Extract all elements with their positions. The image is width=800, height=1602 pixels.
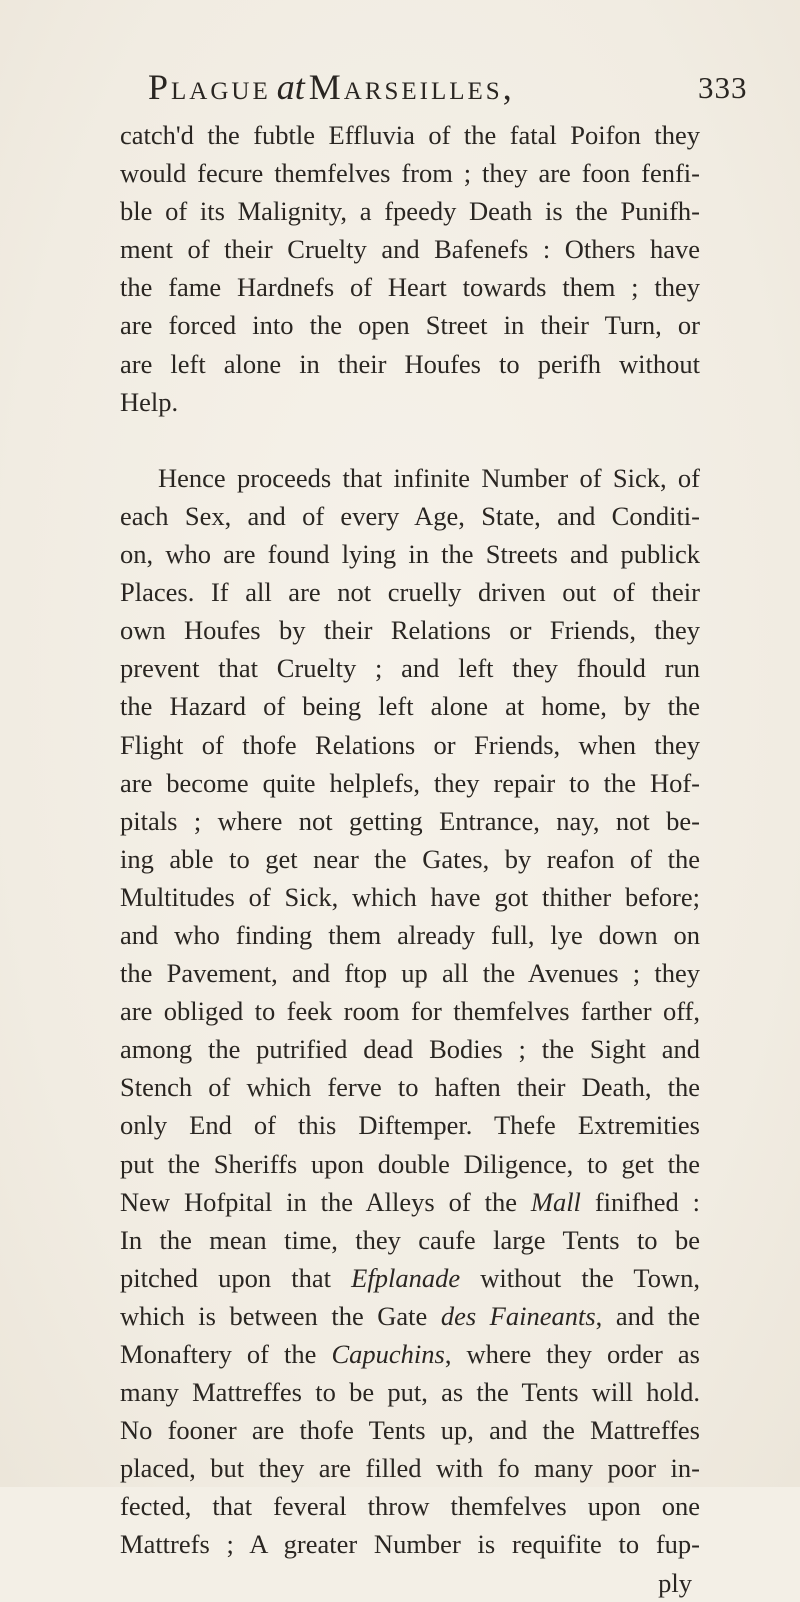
- text-line: No fooner are thofe Tents up, and the Mattreffes: [120, 1415, 700, 1446]
- body-text: [120, 116, 700, 1602]
- text-line: are become quite helplefs, they repair to the Hof-: [120, 767, 700, 798]
- text-line: Multitudes of Sick, which have got thither before;: [120, 881, 700, 912]
- text-line: on, who are found lying in the Streets and publick: [120, 539, 700, 570]
- running-head-marseilles: Marseilles,: [308, 67, 515, 107]
- catchword: ply: [658, 1567, 692, 1598]
- text-line: Places. If all are not cruelly driven out of their: [120, 577, 700, 608]
- text-line: prevent that Cruelty ; and left they fhould run: [120, 653, 700, 684]
- text-line: fected, that feveral throw themfelves upon one: [120, 1491, 700, 1522]
- text-line: Mattrefs ; A greater Number is requifite to fup-: [120, 1529, 700, 1560]
- running-head: [148, 66, 688, 114]
- text-line: and who finding them already full, lye down on: [120, 919, 700, 950]
- paragraph-2: [120, 459, 700, 1602]
- text-line: Help.: [120, 386, 179, 417]
- text-line: pitals ; where not getting Entrance, nay, not be-: [120, 805, 700, 836]
- page-number: 333: [698, 70, 748, 105]
- italic-faineants: des Faineants: [440, 1300, 596, 1331]
- text-line: each Sex, and of every Age, State, and Conditi-: [120, 500, 700, 531]
- text-line: would fecure themfelves from ; they are foon fenfi-: [120, 158, 700, 189]
- text-line-mall: [120, 1183, 700, 1221]
- text-line: Hence proceeds that infinite Number of Sick, of: [158, 462, 700, 493]
- text-line: are left alone in their Houfes to perifh without: [120, 348, 700, 379]
- text-segment: , and the: [595, 1300, 701, 1331]
- text-line: among the putrified dead Bodies ; the Sight and: [120, 1034, 700, 1065]
- text-line: many Mattreffes to be put, as the Tents will hold.: [120, 1377, 700, 1408]
- text-line-faineants: [120, 1297, 700, 1335]
- italic-mall: Mall: [530, 1186, 581, 1217]
- text-line-esplanade: [120, 1259, 700, 1297]
- text-line: own Houfes by their Relations or Friends, they: [120, 615, 700, 646]
- running-head-at: at: [276, 67, 305, 107]
- text-segment: , where they order as: [444, 1339, 700, 1369]
- paragraph-gap: [120, 421, 700, 459]
- text-segment: New Hofpital in the Alleys of the: [120, 1186, 531, 1217]
- text-line: ment of their Cruelty and Bafenefs : Others have: [120, 234, 700, 265]
- text-segment: Monaftery of the: [120, 1339, 332, 1369]
- text-line: Flight of thofe Relations or Friends, when they: [120, 729, 700, 760]
- text-segment: finifhed :: [580, 1186, 701, 1217]
- running-head-plague: Plague: [148, 67, 271, 107]
- text-line: are obliged to feek room for themfelves farther off,: [120, 996, 700, 1027]
- text-line-capuchins: [120, 1335, 700, 1373]
- text-segment: which is between the Gate: [120, 1300, 441, 1331]
- text-line: only End of this Diftemper. Thefe Extremities: [120, 1110, 700, 1141]
- text-segment: without the Town,: [460, 1262, 700, 1293]
- text-line: ble of its Malignity, a fpeedy Death is the Punifh-: [120, 196, 700, 227]
- text-line: catch'd the fubtle Effluvia of the fatal Poifon they: [120, 120, 700, 150]
- italic-esplanade: Efplanade: [351, 1262, 461, 1293]
- text-line: the Hazard of being left alone at home, by the: [120, 691, 700, 722]
- text-line: the Pavement, and ftop up all the Avenues ; they: [120, 958, 700, 989]
- text-line: put the Sheriffs upon double Diligence, to get the: [120, 1148, 700, 1179]
- text-segment: pitched upon that: [120, 1262, 352, 1293]
- italic-capuchins: Capuchins: [331, 1339, 445, 1369]
- text-line: ing able to get near the Gates, by reafon of the: [120, 843, 700, 874]
- text-line: placed, but they are filled with fo many poor in-: [120, 1453, 700, 1484]
- text-line: are forced into the open Street in their Turn, or: [120, 310, 700, 341]
- text-line: Stench of which ferve to haften their Death, the: [120, 1072, 700, 1103]
- paragraph-1: [120, 116, 700, 421]
- text-line: In the mean time, they caufe large Tents to be: [120, 1224, 700, 1255]
- text-line: the fame Hardnefs of Heart towards them ; they: [120, 272, 700, 303]
